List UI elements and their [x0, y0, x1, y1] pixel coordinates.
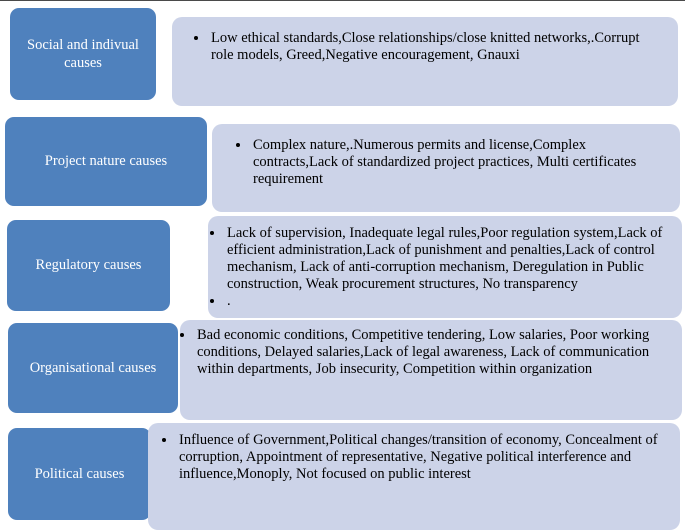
bullet-item: • Bad economic conditions, Competitive tendering, Low salaries, Poor working conditions, Delayed salaries,Lack of legal awareness, Lack of communication within departments, Job insecurity, Competition within organization — [195, 327, 672, 378]
content-political-causes — [148, 423, 680, 530]
bullet-item: • Complex nature,.Numerous permits and license,Complex contracts,Lack of standardized project practices, Multi certificates requirement — [251, 137, 670, 188]
label-regulatory-causes: Regulatory causes — [7, 220, 170, 311]
label-political-causes: Political causes — [8, 428, 151, 520]
bullet-item: • Low ethical standards,Close relationships/close knitted networks,.Corrupt role models, Greed,Negative encouragement, Gnauxi — [209, 30, 664, 64]
bullet-item: • Influence of Government,Political changes/transition of economy, Concealment of corruption, Appointment of representative, Negative political interference and influence,Monoply, Not focused on public interest — [177, 432, 668, 483]
bullet-list — [210, 225, 672, 310]
label-organisational-causes: Organisational causes — [8, 323, 178, 413]
content-project-nature-causes — [212, 124, 680, 212]
bullet-list — [194, 30, 664, 64]
bullet-item: • . — [225, 293, 672, 310]
bullet-list — [162, 432, 668, 483]
top-border — [0, 0, 685, 1]
bullet-item: • Lack of supervision, Inadequate legal rules,Poor regulation system,Lack of efficient administration,Lack of punishment and penalties,Lack of control mechanism, Lack of anti-corruption mechanism, Deregulation in Public construction, Weak procurement structures, No transparency — [225, 225, 672, 293]
bullet-list — [180, 327, 672, 378]
content-organisational-causes — [180, 320, 682, 420]
content-regulatory-causes — [208, 216, 682, 318]
content-social-causes — [172, 17, 678, 106]
label-social-causes: Social and indivual causes — [10, 8, 156, 100]
bullet-list — [236, 137, 670, 188]
label-project-nature-causes: Project nature causes — [5, 117, 207, 206]
